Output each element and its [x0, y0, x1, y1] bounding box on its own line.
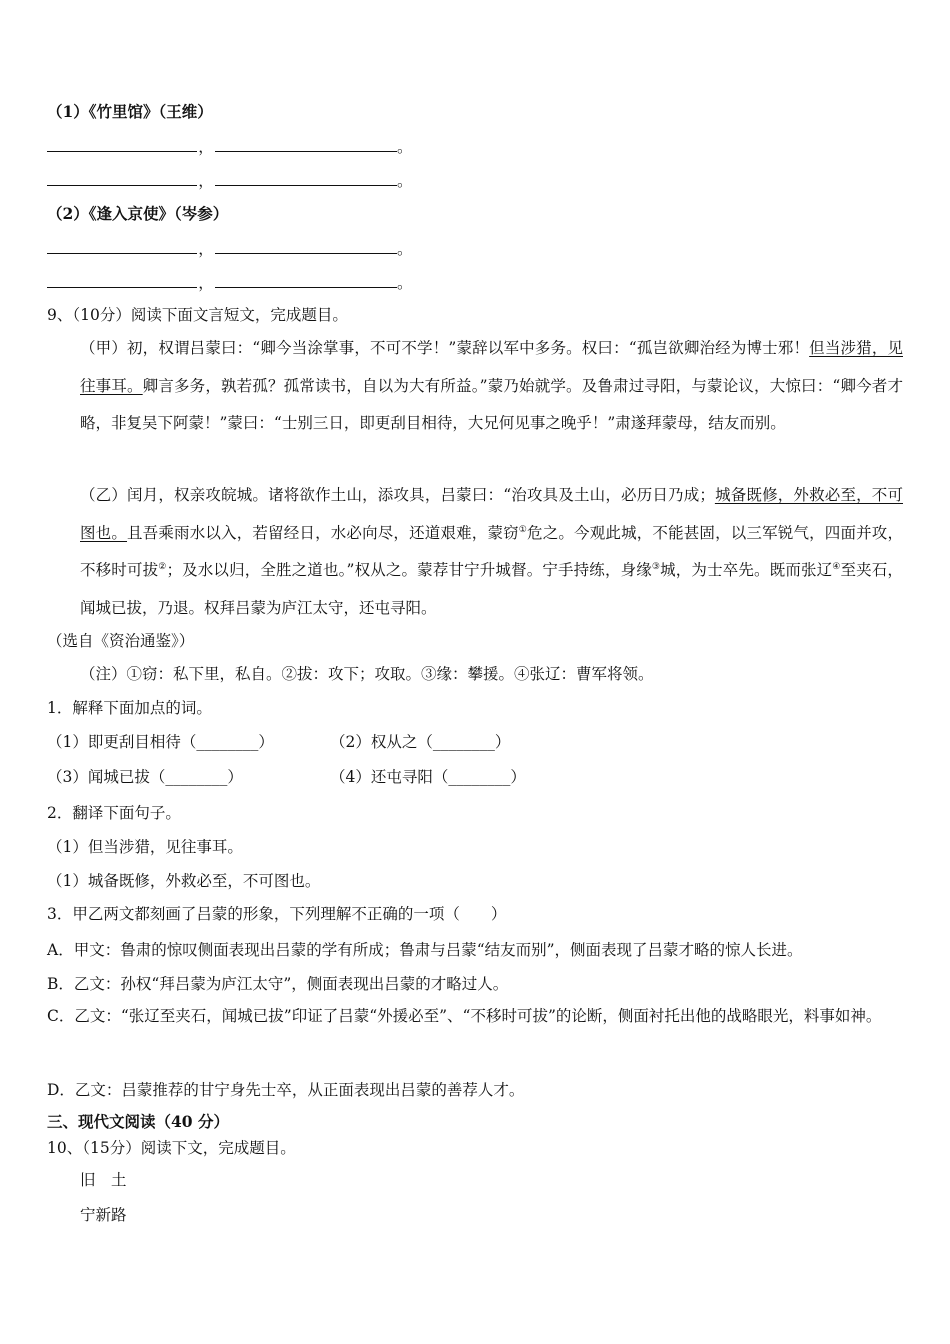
answer-blank[interactable]	[47, 137, 197, 152]
answer-blank[interactable]	[215, 239, 397, 254]
q9-sub1-item: （1）即更刮目相待（________）	[47, 733, 274, 751]
footnote-mark: ③	[651, 562, 661, 573]
poem2-title: （2）《逢入京使》（岑参）	[47, 204, 229, 223]
poem2-blank-row-2: ， 。	[47, 273, 413, 293]
footnote-mark: ②	[158, 562, 167, 573]
section-title: 三、现代文阅读（40 分）	[47, 1112, 229, 1131]
underlined-sentence: 城备既修，外救必至，不可图也。	[80, 486, 903, 542]
q9-option-b: B．乙文：孙权“拜吕蒙为庐江太守”，侧面表现出吕蒙的才略过人。	[47, 975, 509, 993]
q9-header: 9、（10分）阅读下面文言短文，完成题目。	[47, 306, 348, 324]
q9-sub3: 3．甲乙两文都刻画了吕蒙的形象，下列理解不正确的一项（ ）	[47, 905, 507, 923]
source-citation: （选自《资治通鉴》）	[47, 632, 195, 650]
q9-sub1-item: （2）权从之（________）	[330, 733, 511, 751]
underlined-sentence: 但当涉猎，见往事耳。	[80, 339, 903, 395]
q9-sub2-item: （1）但当涉猎，见往事耳。	[47, 838, 243, 856]
answer-blank[interactable]	[215, 273, 397, 288]
answer-blank[interactable]	[47, 273, 197, 288]
footnote-mark: ④	[832, 562, 841, 573]
poem1-blank-row-1: ， 。	[47, 137, 413, 157]
poem1-title: （1）《竹里馆》（王维）	[47, 102, 213, 121]
q9-option-d: D．乙文：吕蒙推荐的甘宁身先士卒，从正面表现出吕蒙的善荐人才。	[47, 1081, 525, 1099]
q9-sub1-item: （3）闻城已拔（________）	[47, 768, 243, 786]
answer-blank[interactable]	[47, 171, 197, 186]
article-author: 宁新路	[80, 1206, 127, 1224]
answer-blank[interactable]	[215, 137, 397, 152]
q9-sub2-item: （1）城备既修，外救必至，不可图也。	[47, 872, 321, 890]
passage-jia: （甲）初，权谓吕蒙曰：“卿今当涂掌事，不可不学！”蒙辞以军中多务。权曰：“孤岂欲卿治经为博士邪！但当涉猎，见往事耳。卿言多务，孰若孤？孤常读书，自以为大有所益。”蒙乃始就学。及鲁肃过寻阳，与蒙论议，大惊曰：“卿今者才略，非复吴下阿蒙！”蒙曰：“士别三日，即更刮目相待，大兄何见事之晚乎！”肃遂拜蒙母，结友而别。	[80, 339, 903, 433]
passage-yi: （乙）闰月，权亲攻皖城。诸将欲作土山，添攻具，吕蒙曰：“治攻具及土山，必历日乃成；城备既修，外救必至，不可图也。且吾乘雨水以入，若留经日，水必向尽，还道艰难，蒙窃①危之。今观此城，不能甚固，以三军锐气，四面并攻，不移时可拔②；及水以归，全胜之道也。”权从之。蒙荐甘宁升城督。宁手持练，身缘③城，为士卒先。既而张辽④至夹石，闻城已拔，乃退。权拜吕蒙为庐江太守，还屯寻阳。	[80, 486, 903, 617]
article-title: 旧 土	[80, 1171, 127, 1189]
annotation-note: （注）①窃：私下里，私自。②拔：攻下；攻取。③缘：攀援。④张辽：曹军将领。	[80, 665, 654, 683]
q9-sub1-item: （4）还屯寻阳（________）	[330, 768, 526, 786]
q9-option-c: C．乙文：“张辽至夹石，闻城已拔”印证了吕蒙“外援必至”、“不移时可拔”的论断，侧面衬托出他的战略眼光，料事如神。	[47, 1007, 882, 1025]
footnote-mark: ①	[518, 524, 528, 535]
poem2-blank-row-1: ， 。	[47, 239, 413, 259]
answer-blank[interactable]	[47, 239, 197, 254]
q9-sub2: 2．翻译下面句子。	[47, 804, 181, 822]
q10-header: 10、（15分）阅读下文，完成题目。	[47, 1139, 296, 1157]
poem1-blank-row-2: ， 。	[47, 171, 413, 191]
q9-sub1: 1．解释下面加点的词。	[47, 699, 212, 717]
q9-option-a: A．甲文：鲁肃的惊叹侧面表现出吕蒙的学有所成；鲁肃与吕蒙“结友而别”，侧面表现了吕蒙才略的惊人长进。	[47, 941, 803, 959]
answer-blank[interactable]	[215, 171, 397, 186]
